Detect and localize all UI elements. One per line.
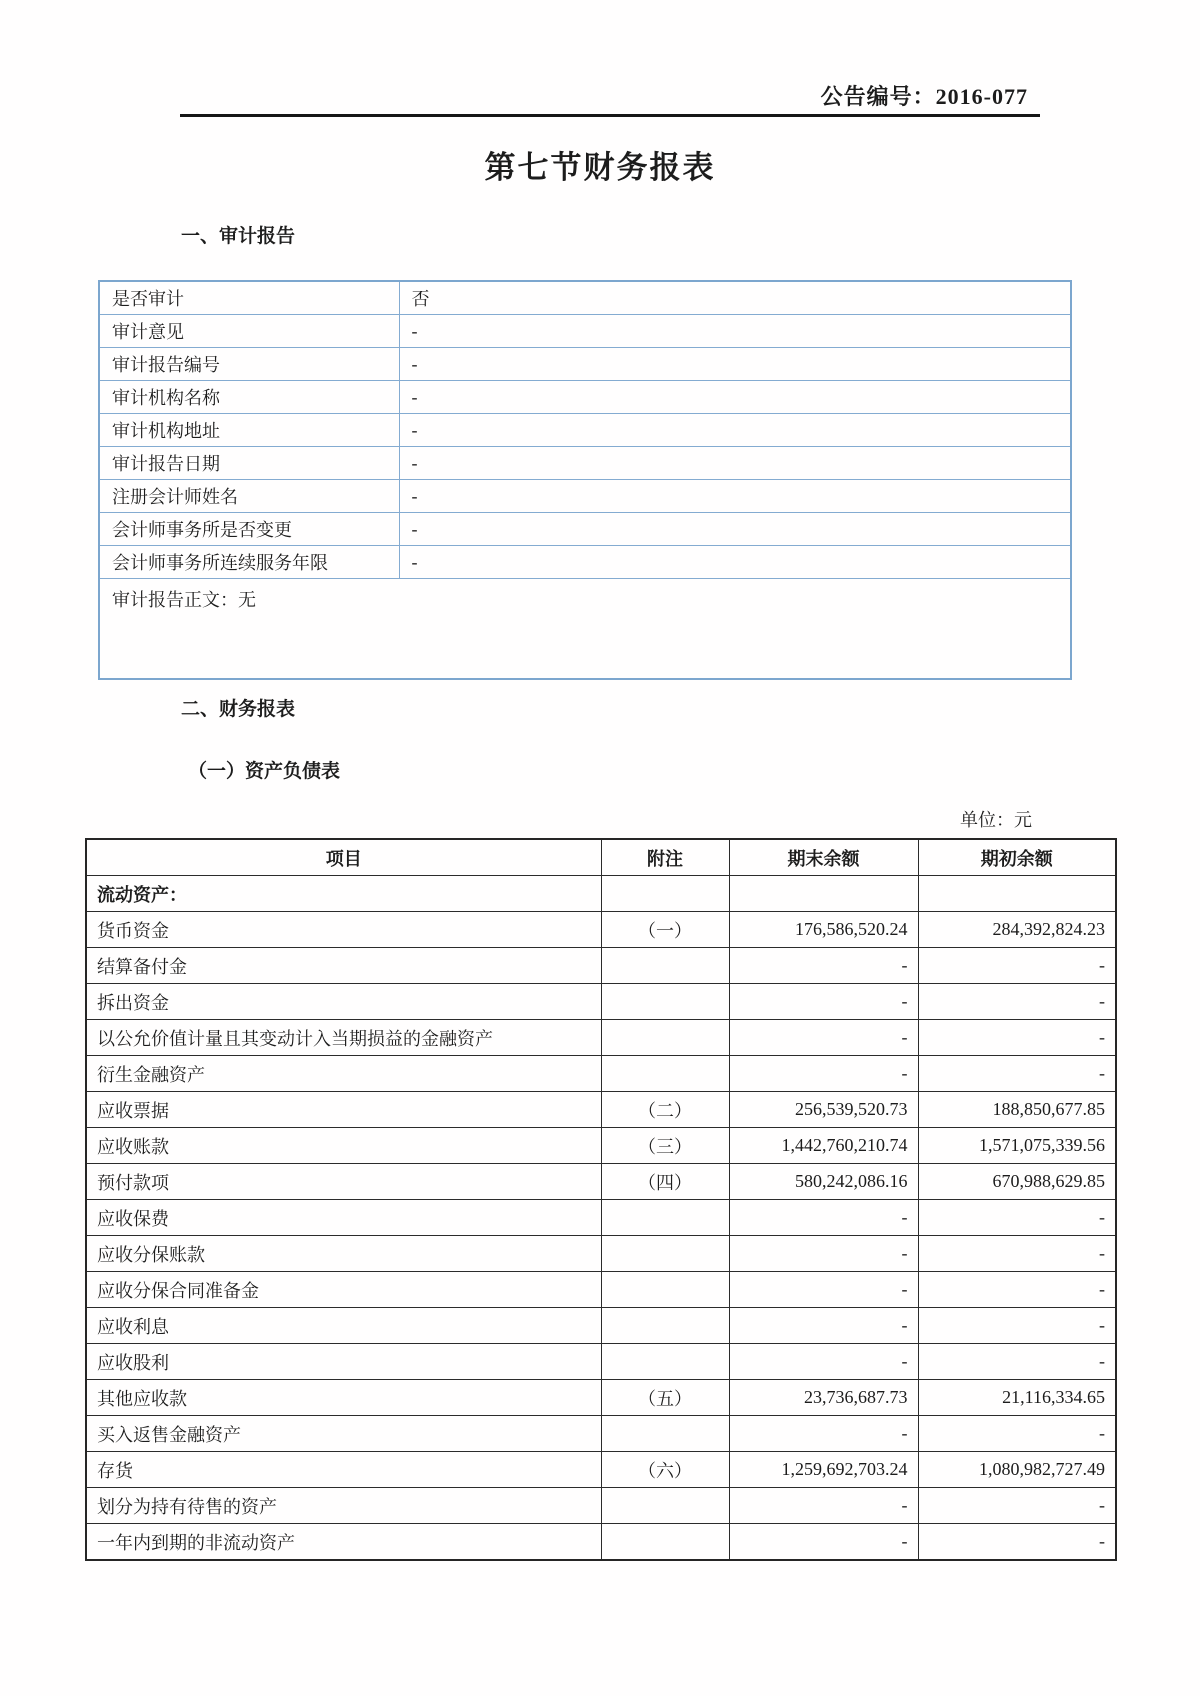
beginning-balance-cell: - (918, 1056, 1116, 1092)
table-row (86, 1056, 1116, 1092)
ending-balance-cell: 1,442,760,210.74 (729, 1128, 918, 1164)
table-row (86, 1272, 1116, 1308)
beginning-balance-cell: - (918, 1200, 1116, 1236)
item-cell: 拆出资金 (86, 984, 601, 1020)
audit-row-label: 注册会计师姓名 (99, 480, 399, 513)
ending-balance-cell: - (729, 1200, 918, 1236)
section-heading-financial-statements: 二、财务报表 (181, 699, 296, 720)
header-divider (180, 114, 1040, 117)
note-cell: （二） (601, 1092, 729, 1128)
table-row (86, 876, 1116, 912)
beginning-balance-cell: - (918, 948, 1116, 984)
table-row (86, 1128, 1116, 1164)
table-row (86, 948, 1116, 984)
ending-balance-cell: - (729, 1488, 918, 1524)
table-row (86, 1308, 1116, 1344)
beginning-balance-cell: 284,392,824.23 (918, 912, 1116, 948)
balance-sheet-table (85, 838, 1117, 1561)
item-cell: 一年内到期的非流动资产 (86, 1524, 601, 1561)
note-cell (601, 948, 729, 984)
column-header-beginning-balance: 期初余额 (918, 839, 1116, 876)
audit-row-value: - (399, 315, 1071, 348)
item-cell: 应收票据 (86, 1092, 601, 1128)
item-cell: 其他应收款 (86, 1380, 601, 1416)
note-cell (601, 1236, 729, 1272)
ending-balance-cell: - (729, 1416, 918, 1452)
table-row (99, 579, 1071, 680)
audit-row-value: - (399, 381, 1071, 414)
item-cell: 应收分保合同准备金 (86, 1272, 601, 1308)
announcement-number: 公告编号：2016-077 (820, 84, 1028, 109)
note-cell (601, 1200, 729, 1236)
note-cell (601, 1416, 729, 1452)
table-row (99, 281, 1071, 315)
audit-row-value: 否 (399, 281, 1071, 315)
ending-balance-cell: 23,736,687.73 (729, 1380, 918, 1416)
audit-row-value: - (399, 414, 1071, 447)
table-row (86, 912, 1116, 948)
table-row (86, 1092, 1116, 1128)
beginning-balance-cell: - (918, 984, 1116, 1020)
beginning-balance-cell: 1,571,075,339.56 (918, 1128, 1116, 1164)
note-cell: （三） (601, 1128, 729, 1164)
ending-balance-cell (729, 876, 918, 912)
note-cell (601, 1344, 729, 1380)
table-row (86, 1164, 1116, 1200)
audit-row-value: - (399, 546, 1071, 579)
subsection-heading-balance-sheet: （一）资产负债表 (188, 761, 341, 782)
item-cell: 预付款项 (86, 1164, 601, 1200)
ending-balance-cell: - (729, 1056, 918, 1092)
beginning-balance-cell: - (918, 1272, 1116, 1308)
page-title: 第七节财务报表 (484, 150, 716, 185)
table-row (99, 348, 1071, 381)
ending-balance-cell: - (729, 1308, 918, 1344)
item-cell: 货币资金 (86, 912, 601, 948)
table-row (86, 1344, 1116, 1380)
item-cell: 应收利息 (86, 1308, 601, 1344)
note-cell (601, 1272, 729, 1308)
beginning-balance-cell: - (918, 1344, 1116, 1380)
item-cell: 以公允价值计量且其变动计入当期损益的金融资产 (86, 1020, 601, 1056)
audit-row-label: 是否审计 (99, 281, 399, 315)
beginning-balance-cell (918, 876, 1116, 912)
note-cell (601, 1020, 729, 1056)
table-row (99, 546, 1071, 579)
note-cell (601, 1056, 729, 1092)
table-row (86, 984, 1116, 1020)
ending-balance-cell: 256,539,520.73 (729, 1092, 918, 1128)
beginning-balance-cell: - (918, 1488, 1116, 1524)
column-header-note: 附注 (601, 839, 729, 876)
item-cell: 应收股利 (86, 1344, 601, 1380)
table-row (86, 1488, 1116, 1524)
table-row (86, 1020, 1116, 1056)
table-row (99, 480, 1071, 513)
ending-balance-cell: - (729, 1524, 918, 1561)
audit-report-body-text: 审计报告正文：无 (99, 579, 1071, 680)
note-cell (601, 1308, 729, 1344)
audit-row-label: 审计机构地址 (99, 414, 399, 447)
audit-row-label: 会计师事务所连续服务年限 (99, 546, 399, 579)
beginning-balance-cell: - (918, 1524, 1116, 1561)
beginning-balance-cell: 21,116,334.65 (918, 1380, 1116, 1416)
audit-row-value: - (399, 447, 1071, 480)
note-cell (601, 876, 729, 912)
column-header-item: 项目 (86, 839, 601, 876)
item-cell: 买入返售金融资产 (86, 1416, 601, 1452)
ending-balance-cell: - (729, 1344, 918, 1380)
note-cell: （六） (601, 1452, 729, 1488)
ending-balance-cell: 176,586,520.24 (729, 912, 918, 948)
item-cell: 应收分保账款 (86, 1236, 601, 1272)
ending-balance-cell: 580,242,086.16 (729, 1164, 918, 1200)
ending-balance-cell: - (729, 1272, 918, 1308)
ending-balance-cell: - (729, 1236, 918, 1272)
unit-label: 单位：元 (960, 810, 1032, 830)
table-row (99, 381, 1071, 414)
beginning-balance-cell: - (918, 1416, 1116, 1452)
note-cell: （五） (601, 1380, 729, 1416)
item-cell: 衍生金融资产 (86, 1056, 601, 1092)
table-row (86, 1416, 1116, 1452)
beginning-balance-cell: - (918, 1308, 1116, 1344)
note-cell (601, 1524, 729, 1561)
audit-row-label: 审计机构名称 (99, 381, 399, 414)
item-cell: 结算备付金 (86, 948, 601, 984)
note-cell (601, 984, 729, 1020)
table-row (86, 1200, 1116, 1236)
table-row (86, 1380, 1116, 1416)
item-cell: 存货 (86, 1452, 601, 1488)
audit-row-label: 会计师事务所是否变更 (99, 513, 399, 546)
beginning-balance-cell: 188,850,677.85 (918, 1092, 1116, 1128)
ending-balance-cell: - (729, 948, 918, 984)
beginning-balance-cell: 1,080,982,727.49 (918, 1452, 1116, 1488)
table-row (86, 1236, 1116, 1272)
table-row (99, 315, 1071, 348)
table-row (86, 1452, 1116, 1488)
note-cell: （四） (601, 1164, 729, 1200)
note-cell (601, 1488, 729, 1524)
table-row (86, 1524, 1116, 1561)
column-header-ending-balance: 期末余额 (729, 839, 918, 876)
table-row (99, 447, 1071, 480)
beginning-balance-cell: - (918, 1236, 1116, 1272)
note-cell: （一） (601, 912, 729, 948)
balance-sheet-header-row (86, 839, 1116, 876)
table-row (99, 414, 1071, 447)
audit-row-value: - (399, 480, 1071, 513)
table-row (99, 513, 1071, 546)
audit-row-value: - (399, 513, 1071, 546)
audit-report-table (98, 280, 1072, 680)
item-cell: 划分为持有待售的资产 (86, 1488, 601, 1524)
audit-row-label: 审计报告日期 (99, 447, 399, 480)
beginning-balance-cell: 670,988,629.85 (918, 1164, 1116, 1200)
beginning-balance-cell: - (918, 1020, 1116, 1056)
item-cell: 应收账款 (86, 1128, 601, 1164)
audit-row-value: - (399, 348, 1071, 381)
audit-row-label: 审计意见 (99, 315, 399, 348)
item-cell: 流动资产： (86, 876, 601, 912)
ending-balance-cell: - (729, 1020, 918, 1056)
item-cell: 应收保费 (86, 1200, 601, 1236)
ending-balance-cell: 1,259,692,703.24 (729, 1452, 918, 1488)
section-heading-audit-report: 一、审计报告 (181, 226, 296, 247)
ending-balance-cell: - (729, 984, 918, 1020)
audit-row-label: 审计报告编号 (99, 348, 399, 381)
